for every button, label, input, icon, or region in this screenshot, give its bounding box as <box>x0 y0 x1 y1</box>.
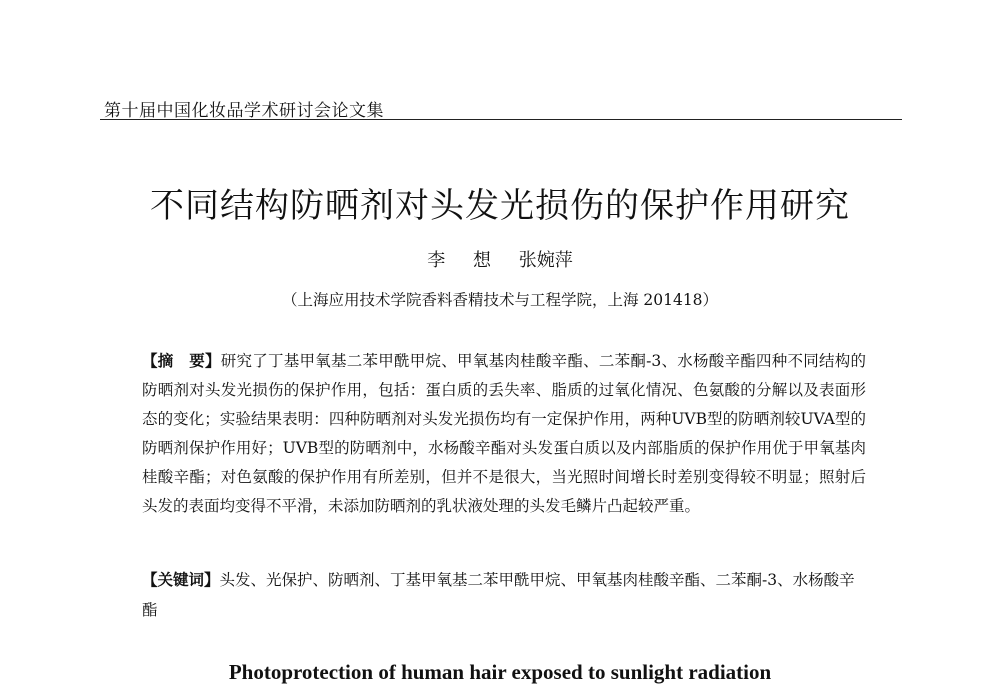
authors: 李 想 张婉萍 <box>427 250 573 271</box>
abstract <box>142 347 866 521</box>
keywords-text: 头发、光保护、防晒剂、丁基甲氧基二苯甲酰甲烷、甲氧基肉桂酸辛酯、二苯酮-3、水杨酸辛酯 <box>142 571 855 619</box>
abstract-text: 研究了丁基甲氧基二苯甲酰甲烷、甲氧基肉桂酸辛酯、二苯酮-3、水杨酸辛酯四种不同结构的防晒剂对头发光损伤的保护作用，包括：蛋白质的丢失率、脂质的过氧化情况、色氨酸的分解以及表面形态的变化；实验结果表明：四种防晒剂对头发光损伤均有一定保护作用，两种UVB型的防晒剂较UVA型的防晒剂保护作用好；UVB型的防晒剂中，水杨酸辛酯对头发蛋白质以及内部脂质的保护作用优于甲氧基肉桂酸辛酯；对色氨酸的保护作用有所差别，但并不是很大，当光照时间增长时差别变得较不明显；照射后头发的表面均变得不平滑，未添加防晒剂的乳状液处理的头发毛鳞片凸起较严重。 <box>142 352 866 515</box>
affiliation: （上海应用技术学院香料香精技术与工程学院，上海 201418） <box>281 291 719 309</box>
english-title: Photoprotection of human hair exposed to sunlight radiation <box>228 660 772 684</box>
keywords-label: 【关键词】 <box>142 571 220 589</box>
keywords <box>142 565 866 625</box>
paper-title: 不同结构防晒剂对头发光损伤的保护作用研究 <box>150 186 850 226</box>
header-rule <box>100 119 902 120</box>
abstract-label: 【摘 要】 <box>142 352 221 370</box>
running-header: 第十届中国化妆品学术研讨会论文集 <box>104 101 384 121</box>
